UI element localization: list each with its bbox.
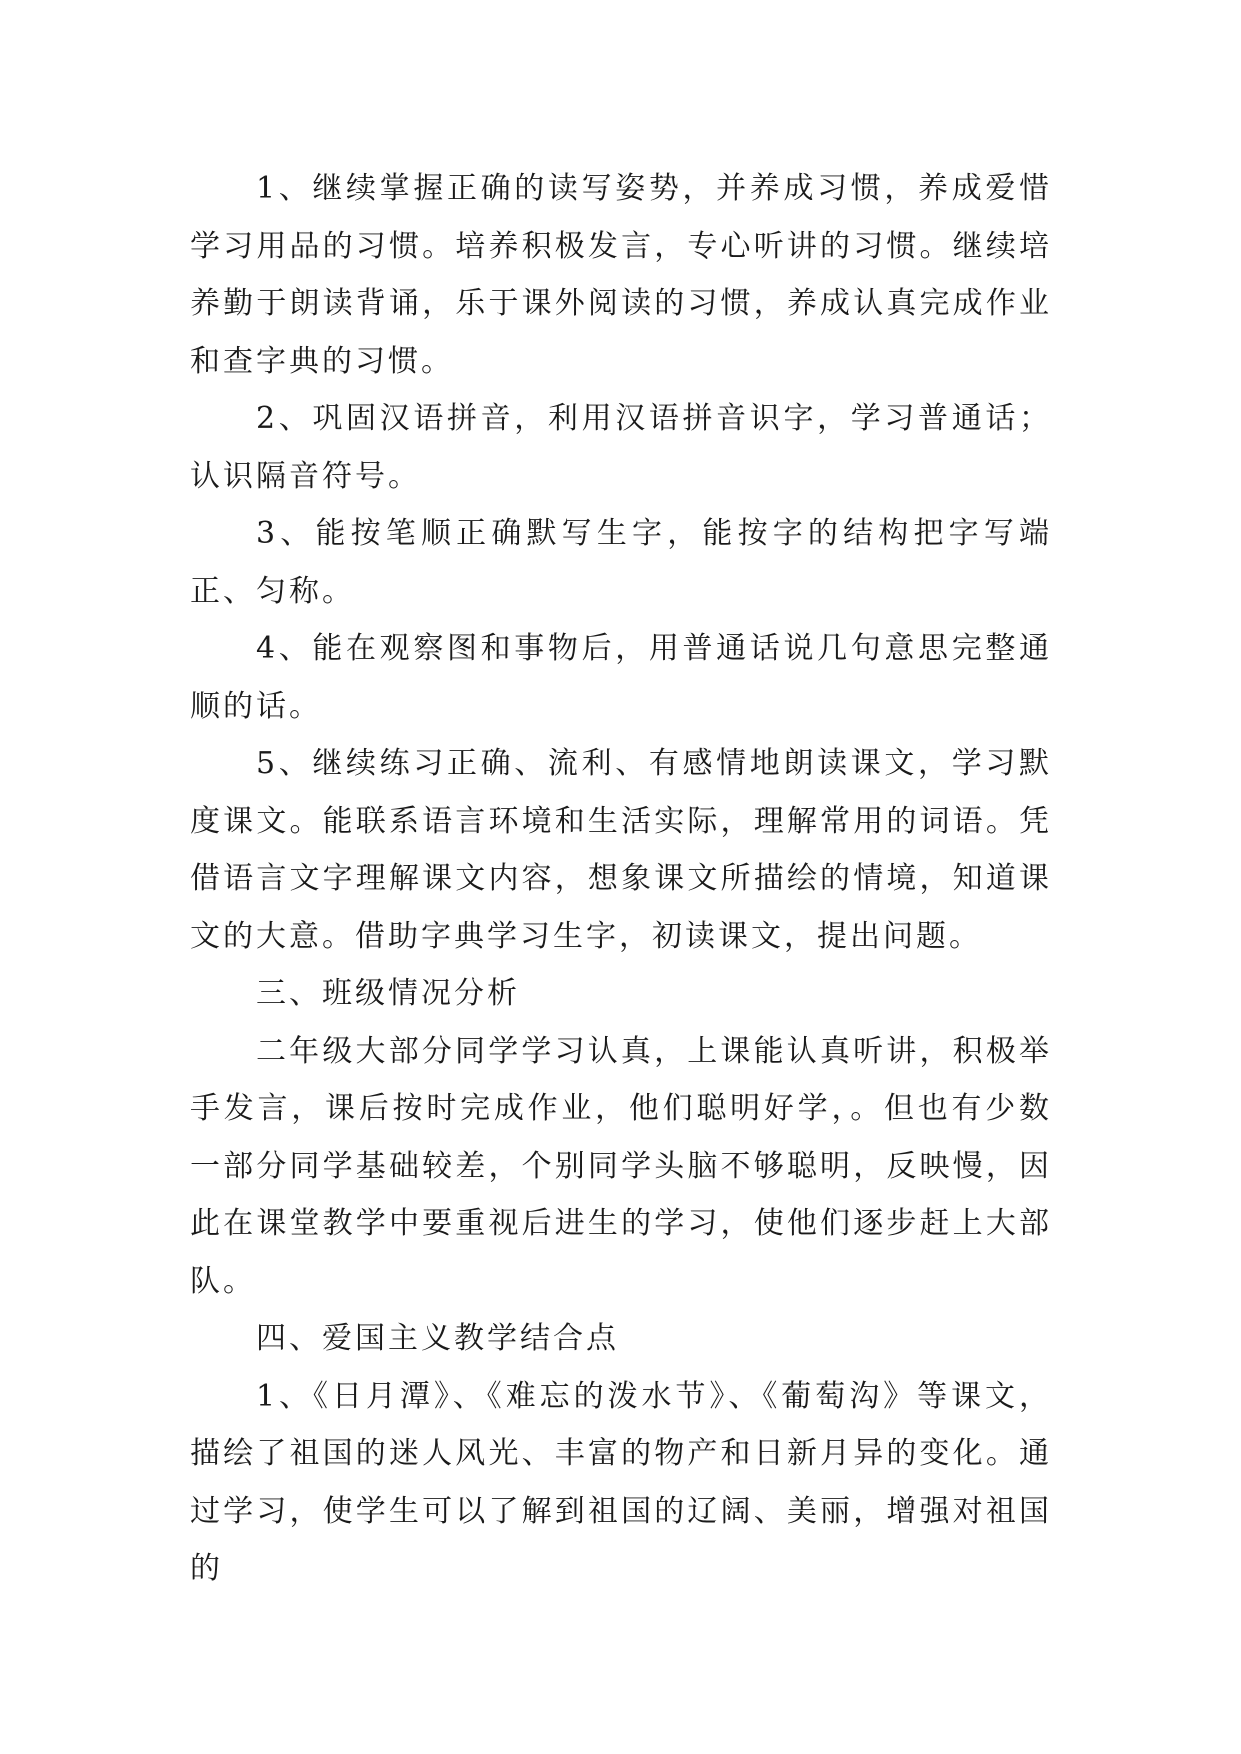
paragraph-stroke-order: 3、能按笔顺正确默写生字，能按字的结构把字写端正、匀称。 [190, 516, 1052, 609]
document-body [190, 160, 1052, 1598]
paragraph-class-analysis: 二年级大部分同学学习认真，上课能认真听讲，积极举手发言，课后按时完成作业，他们聪明好学，。但也有少数一部分同学基础较差，个别同学头脑不够聪明，反映慢，因此在课堂教学中要重视后进生的学习，使他们逐步赶上大部队。 [190, 1033, 1052, 1299]
paragraph-patriotism: 1、《日月潭》、《难忘的泼水节》、《葡萄沟》等课文，描绘了祖国的迷人风光、丰富的物产和日新月异的变化。通过学习，使学生可以了解到祖国的辽阔、美丽，增强对祖国的 [190, 1378, 1052, 1586]
paragraph-speaking: 4、能在观察图和事物后，用普通话说几句意思完整通顺的话。 [190, 631, 1052, 724]
section-heading-patriotism: 四、爱国主义教学结合点 [256, 1321, 619, 1356]
paragraph-pinyin: 2、巩固汉语拼音，利用汉语拼音识字，学习普通话；认识隔音符号。 [190, 401, 1052, 494]
paragraph-reading: 5、继续练习正确、流利、有感情地朗读课文，学习默度课文。能联系语言环境和生活实际，理解常用的词语。凭借语言文字理解课文内容，想象课文所描绘的情境，知道课文的大意。借助字典学习生字，初读课文，提出问题。 [190, 746, 1052, 954]
section-heading-class-analysis: 三、班级情况分析 [256, 976, 520, 1011]
paragraph-habits: 1、继续掌握正确的读写姿势，并养成习惯，养成爱惜学习用品的习惯。培养积极发言，专心听讲的习惯。继续培养勤于朗读背诵，乐于课外阅读的习惯，养成认真完成作业和查字典的习惯。 [190, 171, 1052, 379]
